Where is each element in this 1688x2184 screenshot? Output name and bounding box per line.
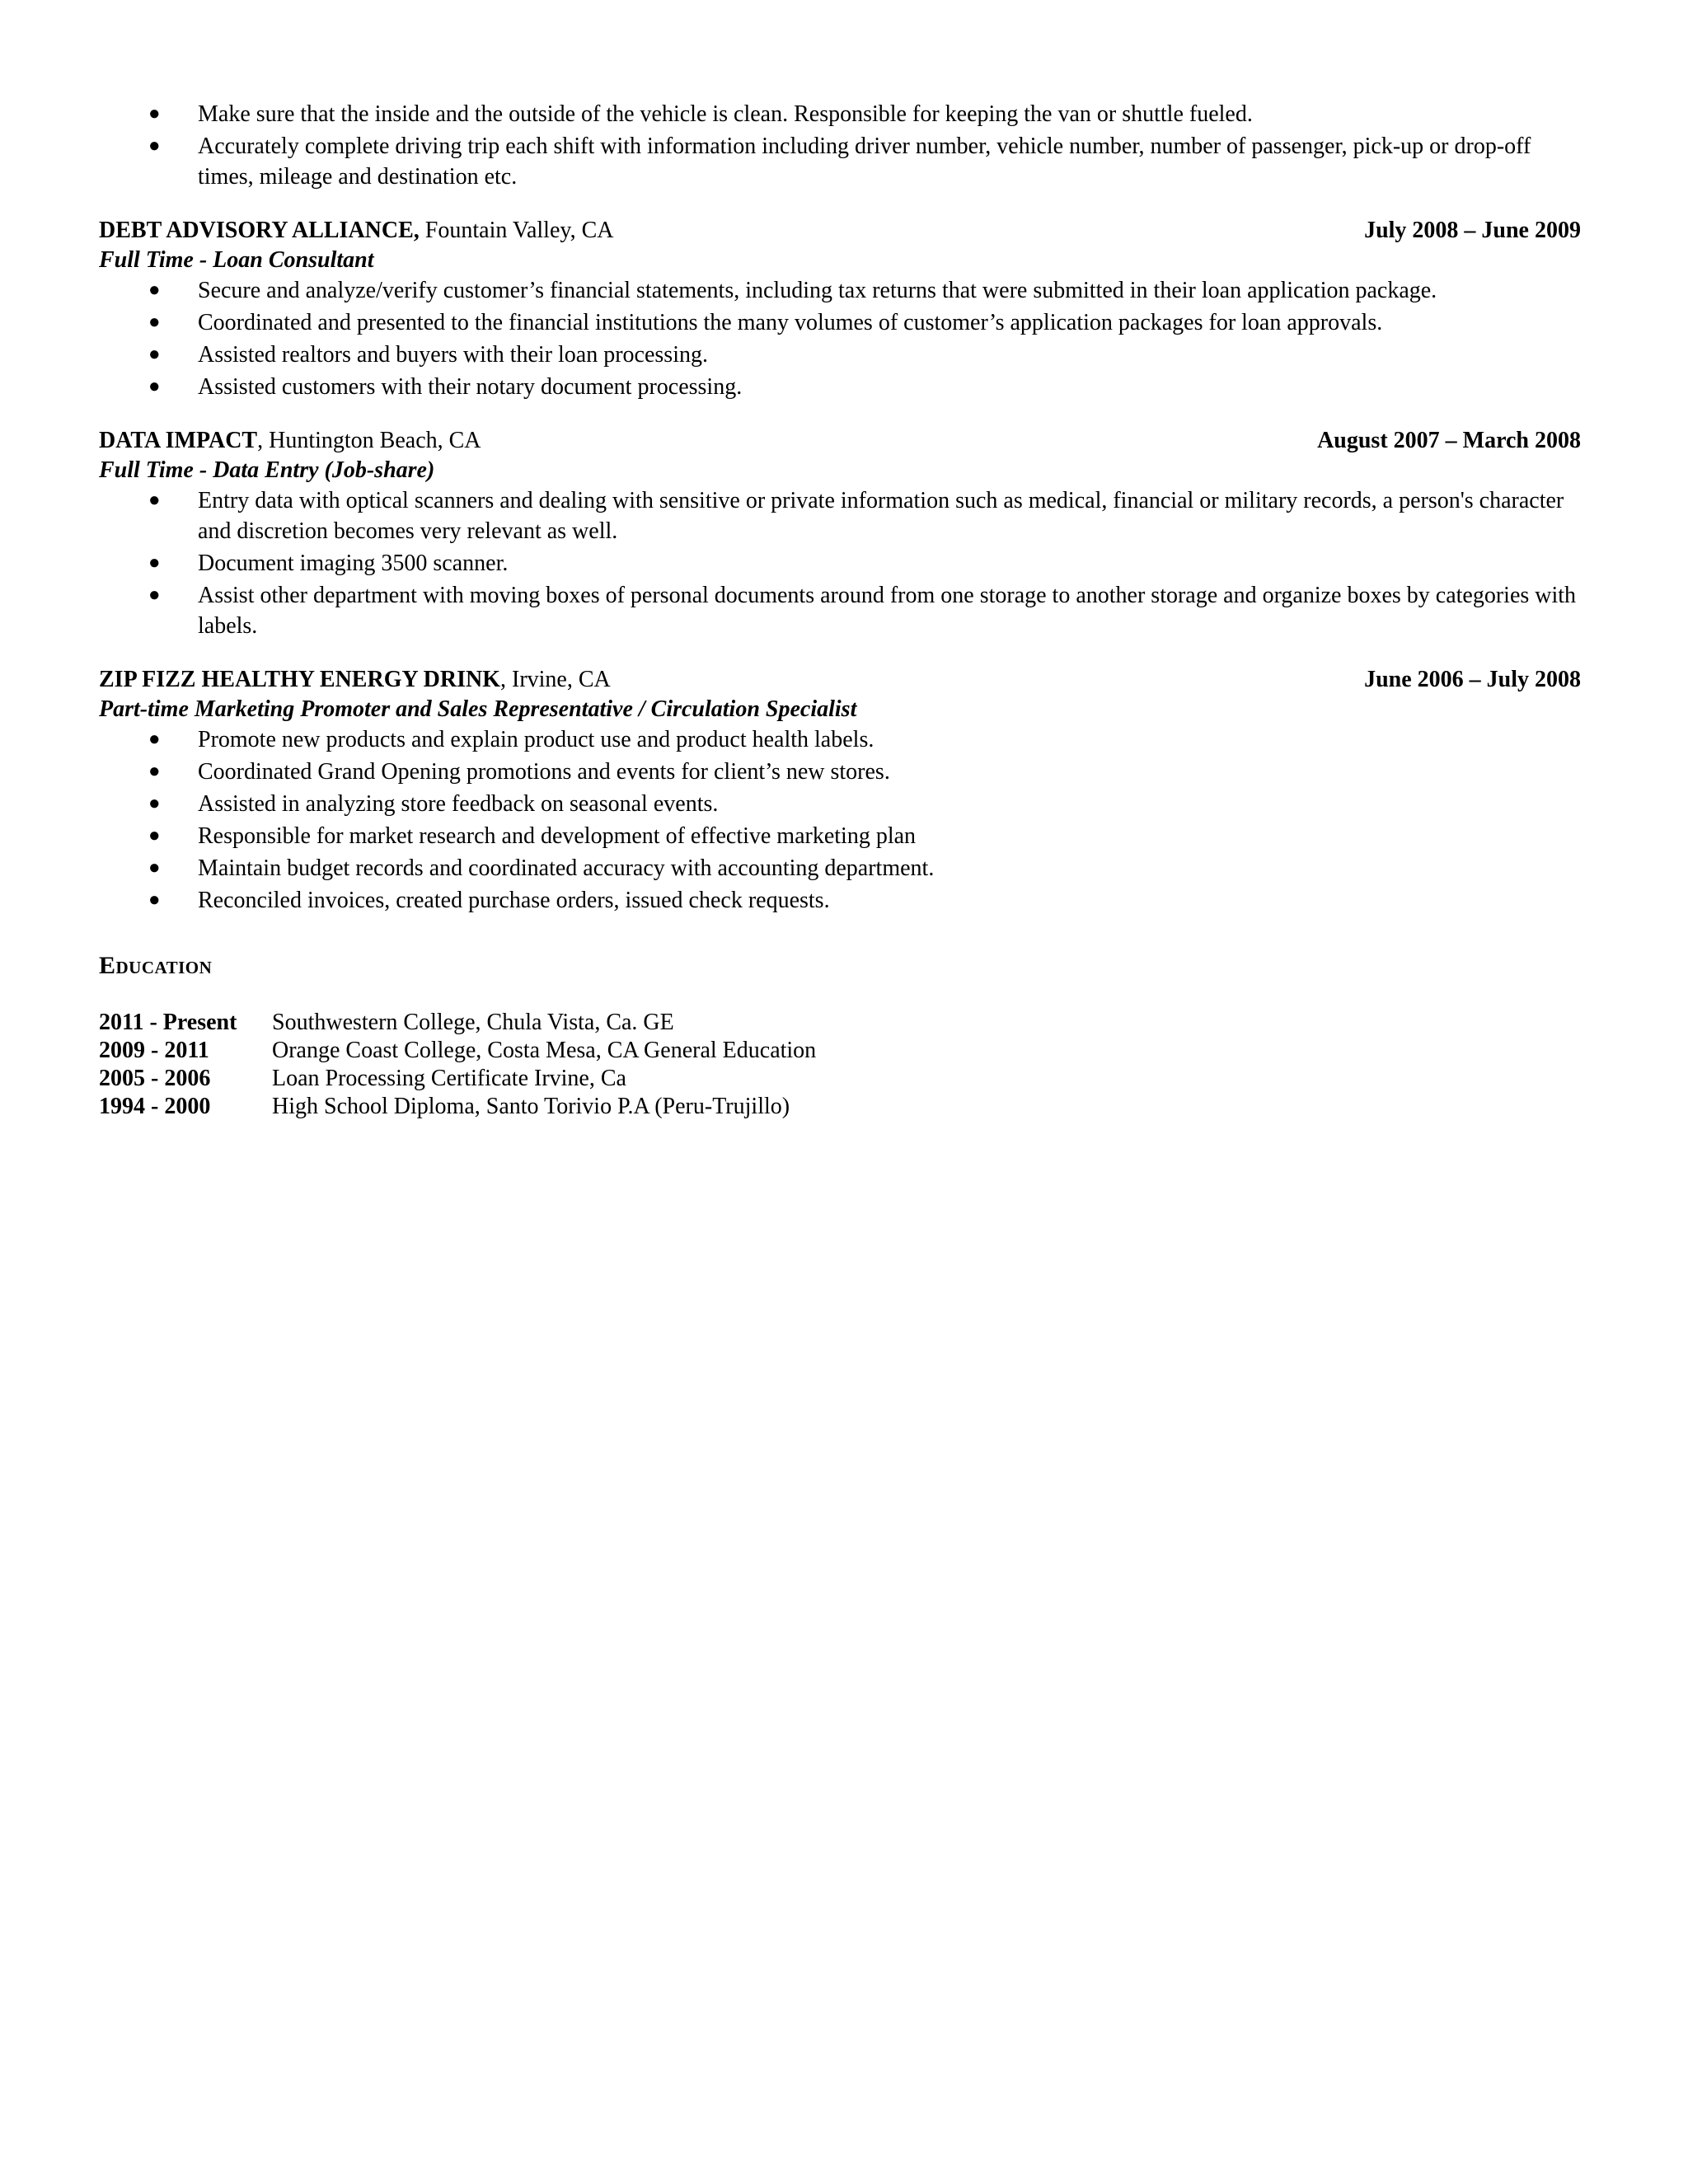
bullet-text: Responsible for market research and development of effective marketing plan: [198, 823, 917, 849]
bullet-text: Make sure that the inside and the outside of the vehicle is clean. Responsible for keeping the van or shuttle fueled.: [198, 101, 1253, 127]
bullet-icon: ●: [148, 857, 161, 879]
list-item: [99, 789, 1582, 819]
education-row: [99, 1009, 1582, 1037]
job-role: Full Time - Data Entry (Job-share): [99, 457, 435, 483]
education-detail: Loan Processing Certificate Irvine, Ca: [272, 1066, 626, 1091]
education-years: 1994 - 2000: [99, 1094, 211, 1119]
bullet-icon: ●: [148, 825, 161, 846]
education-heading: Education: [99, 952, 213, 979]
list-item: [99, 885, 1582, 916]
job-role: Part-time Marketing Promoter and Sales Representative / Circulation Specialist: [99, 696, 857, 722]
bullet-text: Entry data with optical scanners and dealing with sensitive or private information such as medical, financial or military records, a person's character and discretion becomes very relevant as well.: [198, 488, 1564, 544]
job-header: [99, 215, 1582, 245]
job-role: Full Time - Loan Consultant: [99, 247, 374, 273]
bullet-text: Maintain budget records and coordinated accuracy with accounting department.: [198, 855, 935, 881]
list-item: [99, 275, 1582, 306]
job-entry-debt-advisory: [99, 215, 1582, 402]
employer-location: , Huntington Beach, CA: [257, 428, 481, 453]
job-entry-data-impact: [99, 425, 1582, 641]
bullet-text: Accurately complete driving trip each shift with information including driver number, vehicle number, number of passenger, pick-up or drop-off times, mileage and destination etc.: [198, 134, 1531, 190]
bullet-icon: ●: [148, 490, 161, 511]
list-item: [99, 99, 1582, 129]
bullet-icon: ●: [148, 279, 161, 301]
list-item: [99, 131, 1582, 192]
job-entry-zip-fizz: [99, 664, 1582, 916]
list-item: [99, 724, 1582, 755]
bullet-text: Secure and analyze/verify customer’s financial statements, including tax returns that were submitted in their loan application package.: [198, 278, 1437, 303]
list-item: [99, 821, 1582, 851]
bullet-icon: ●: [148, 344, 161, 365]
list-item: [99, 853, 1582, 883]
education-detail: Southwestern College, Chula Vista, Ca. GE: [272, 1010, 674, 1035]
bullet-icon: ●: [148, 376, 161, 397]
list-item: [99, 372, 1582, 402]
bullet-icon: ●: [148, 135, 161, 157]
employer-location: , Irvine, CA: [500, 667, 611, 692]
list-item: [99, 548, 1582, 579]
resume-page: [99, 99, 1582, 1121]
job-dates: June 2006 – July 2008: [1364, 667, 1581, 692]
employer-name: DATA IMPACT: [99, 428, 258, 453]
bullet-text: Coordinated and presented to the financial institutions the many volumes of customer’s application packages for loan approvals.: [198, 310, 1383, 335]
education-row: [99, 1037, 1582, 1065]
job-header: [99, 425, 1582, 455]
education-detail: Orange Coast College, Costa Mesa, CA General Education: [272, 1038, 817, 1063]
bullet-text: Assisted customers with their notary document processing.: [198, 374, 743, 400]
job-header: [99, 664, 1582, 694]
bullet-icon: ●: [148, 312, 161, 333]
job-bullets: [99, 485, 1582, 641]
bullet-icon: ●: [148, 793, 161, 814]
bullet-text: Document imaging 3500 scanner.: [198, 551, 509, 576]
list-item: [99, 580, 1582, 641]
bullet-icon: ●: [148, 729, 161, 750]
bullet-icon: ●: [148, 761, 161, 782]
bullet-icon: ●: [148, 584, 161, 606]
list-item: [99, 757, 1582, 787]
bullet-text: Reconciled invoices, created purchase orders, issued check requests.: [198, 888, 830, 913]
employer-location: Fountain Valley, CA: [419, 218, 614, 243]
list-item: [99, 340, 1582, 370]
bullet-text: Assist other department with moving boxes of personal documents around from one storage to another storage and organize boxes by categories with labels.: [198, 583, 1577, 639]
job-dates: August 2007 – March 2008: [1317, 428, 1581, 453]
education-years: 2011 - Present: [99, 1010, 237, 1035]
bullet-icon: ●: [148, 552, 161, 574]
education-row: [99, 1065, 1582, 1093]
bullet-text: Promote new products and explain product use and product health labels.: [198, 727, 874, 752]
employer-name: DEBT ADVISORY ALLIANCE,: [99, 218, 420, 243]
job-dates: July 2008 – June 2009: [1364, 218, 1581, 243]
list-item: [99, 485, 1582, 546]
education-years: 2009 - 2011: [99, 1038, 209, 1063]
education-years: 2005 - 2006: [99, 1066, 211, 1091]
education-list: [99, 1009, 1582, 1121]
employer-name: ZIP FIZZ HEALTHY ENERGY DRINK: [99, 667, 500, 692]
education-row: [99, 1093, 1582, 1121]
bullet-text: Assisted in analyzing store feedback on seasonal events.: [198, 791, 719, 817]
bullet-text: Assisted realtors and buyers with their loan processing.: [198, 342, 708, 368]
education-detail: High School Diploma, Santo Torivio P.A (Peru-Trujillo): [272, 1094, 790, 1119]
bullet-text: Coordinated Grand Opening promotions and events for client’s new stores.: [198, 759, 890, 785]
bullet-icon: ●: [148, 103, 161, 124]
bullet-icon: ●: [148, 889, 161, 911]
job-bullets: [99, 275, 1582, 402]
list-item: [99, 307, 1582, 338]
previous-job-bullets: [99, 99, 1582, 192]
job-bullets: [99, 724, 1582, 916]
